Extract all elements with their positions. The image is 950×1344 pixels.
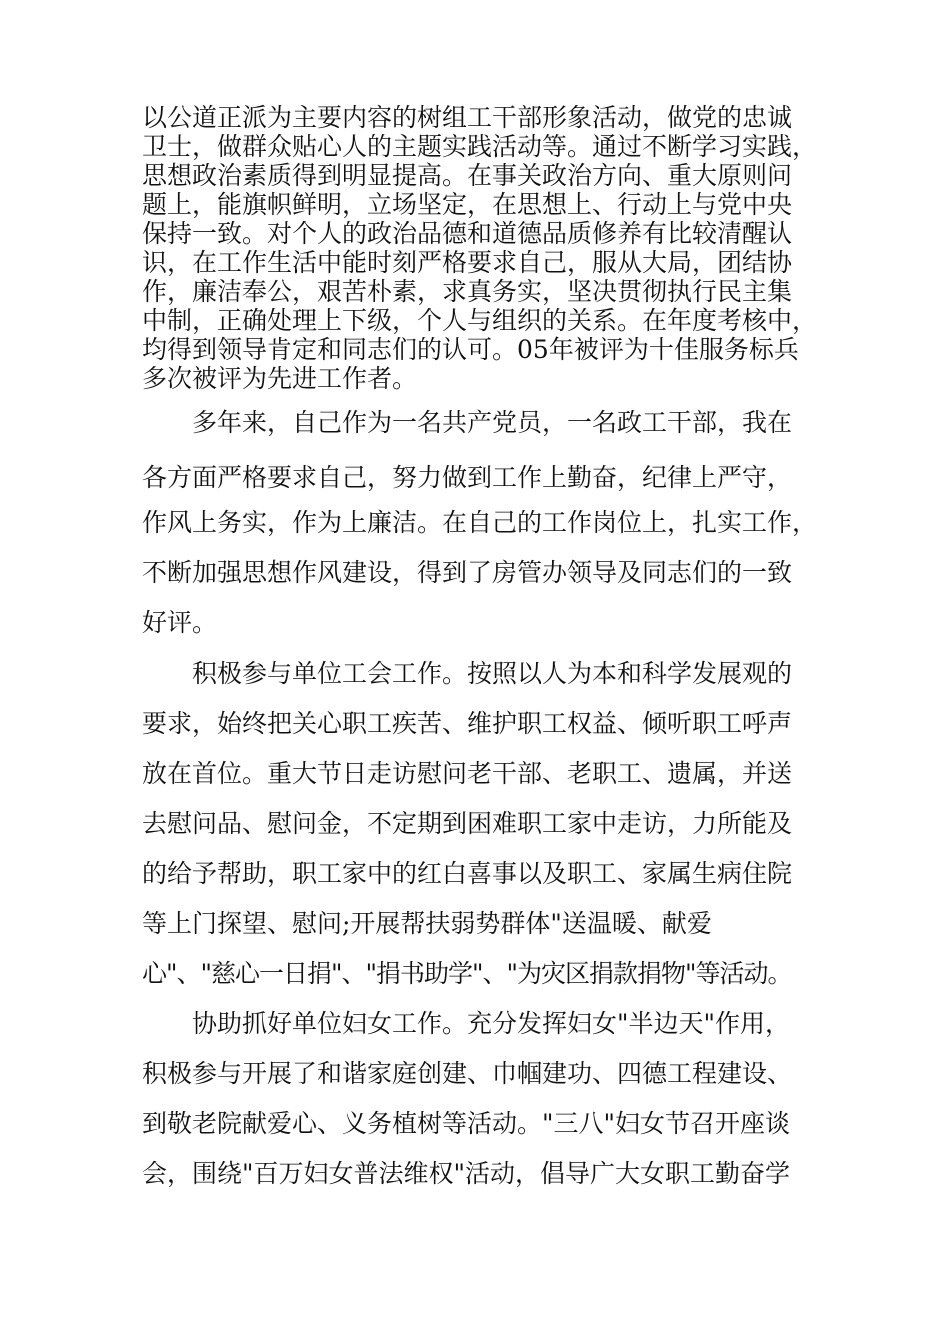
text-line: 会，围绕"百万妇女普法维权"活动，倡导广大女职工勤奋学 [142,1159,791,1188]
text-line: 多次被评为先进工作者。 [142,364,418,393]
text-line: 多年来，自己作为一名共产党员，一名政工干部，我在 [192,408,793,437]
text-line: 作风上务实，作为上廉洁。在自己的工作岗位上，扎实工作， [142,508,818,537]
text-line: 积极参与单位工会工作。按照以人为本和科学发展观的 [192,659,793,688]
text-line: 不断加强思想作风建设，得到了房管办领导及同志们的一致 [142,558,793,587]
text-line: 去慰问品、慰问金，不定期到困难职工家中走访，力所能及 [142,809,793,838]
text-line: 题上，能旗帜鲜明，立场坚定，在思想上、行动上与党中央 [142,190,793,219]
text-line: 到敬老院献爱心、义务植树等活动。"三八"妇女节召开座谈 [142,1109,791,1138]
text-line: 放在首位。重大节日走访慰问老干部、老职工、遗属，并送 [142,759,793,788]
text-line: 等上门探望、慰问;开展帮扶弱势群体"送温暖、献爱 [142,909,712,938]
text-line: 思想政治素质得到明显提高。在事关政治方向、重大原则问 [142,161,793,190]
text-line: 保持一致。对个人的政治品德和道德品质修养有比较清醒认 [142,219,793,248]
text-line: 好评。 [142,608,218,637]
text-line: 要求，始终把关心职工疾苦、维护职工权益、倾听职工呼声 [142,709,793,738]
text-line: 以公道正派为主要内容的树组工干部形象活动，做党的忠诚 [142,103,793,132]
text-line: 均得到领导肯定和同志们的认可。05年被评为十佳服务标兵 [142,335,799,364]
text-line: 各方面严格要求自己，努力做到工作上勤奋，纪律上严守， [142,463,793,492]
text-line: 识，在工作生活中能时刻严格要求自己，服从大局，团结协 [142,248,793,277]
text-line: 积极参与开展了和谐家庭创建、巾帼建功、四德工程建设、 [142,1059,793,1088]
text-line: 协助抓好单位妇女工作。充分发挥妇女"半边天"作用， [192,1009,791,1038]
text-line: 的给予帮助，职工家中的红白喜事以及职工、家属生病住院 [142,859,793,888]
text-line: 作，廉洁奉公，艰苦朴素，求真务实，坚决贯彻执行民主集 [142,277,793,306]
text-line: 中制，正确处理上下级，个人与组织的关系。在年度考核中， [142,306,818,335]
text-line: 卫士，做群众贴心人的主题实践活动等。通过不断学习实践， [142,132,818,161]
text-line: 心"、"慈心一日捐"、"捐书助学"、"为灾区捐款捐物"等活动。 [142,959,792,988]
